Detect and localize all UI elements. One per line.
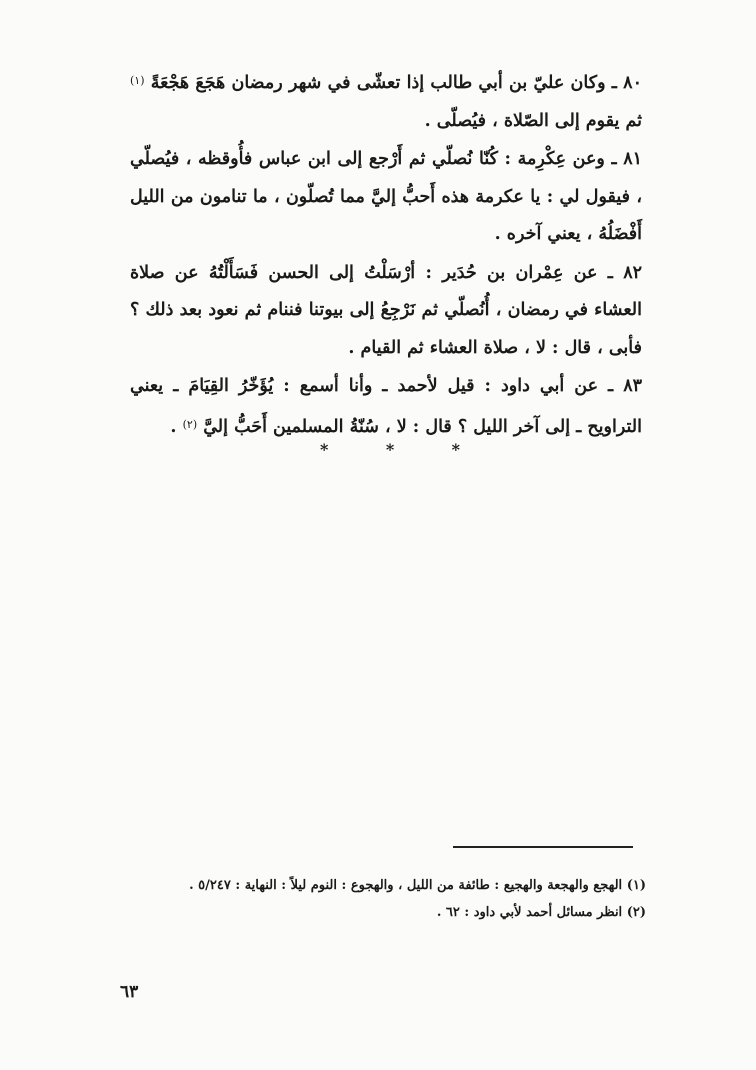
paragraph-text: ـ وعن عِكْرِمة : كُنّا نُصلّي ثم أَرْجع إلى ابن عباس فأُوقظه ، فيُصلّي ، فيقول لي : يا عكرمة هذه أَحبُّ إليَّ مما تُصلّون ، ما تنامون من الليل أَفْضَلُهُ ، يعني آخره .	[130, 149, 642, 244]
separator-star: *	[320, 440, 329, 459]
paragraph-number: ٨١	[623, 149, 642, 169]
paragraph-80	[130, 62, 642, 140]
paragraph-text: ـ عن أبي داود : قيل لأحمد ـ وأنا أسمع : يُؤَخّرُ القِيَامَ ـ يعني التراويح ـ إلى آخر الليل ؟ قال : لا ، سُنّةُ المسلمين أَحَبُّ إليَّ	[130, 376, 642, 437]
page-number: ٦٣	[120, 982, 139, 1002]
paragraph-tail: .	[170, 416, 177, 437]
paragraph-81	[130, 141, 642, 254]
footnote-1: (١) الهجع والهجعة والهجيع : طائفة من الليل ، والهجوع : النوم ليلاً : النهاية : ٥/٢٤٧ .	[189, 878, 646, 893]
paragraph-text: ـ عن عِمْران بن حُدَير : أرْسَلْتُ إلى الحسن فَسَأَلْتُهُ عن صلاة العشاء في رمضان ، أُنُصلّي ثم نَرْجِعُ إلى بيوتنا فننام ثم نعود بعد ذلك ؟ فأبى ، قال : لا ، صلاة العشاء ثم القيام .	[130, 262, 642, 358]
section-separator	[320, 440, 460, 459]
paragraph-tail: ثم يقوم إلى الصّلاة ، فيُصلّى .	[424, 110, 642, 131]
footnote-ref: (٢)	[182, 417, 198, 431]
paragraph-number: ٨٣	[623, 376, 643, 396]
separator-star: *	[385, 440, 395, 459]
footnotes	[150, 872, 646, 926]
separator-star: *	[451, 440, 460, 459]
footnote-rule	[453, 846, 633, 848]
paragraph-number: ٨٢	[623, 262, 643, 283]
paragraph-83	[130, 368, 642, 446]
footnote-ref: (١)	[130, 74, 145, 87]
paragraph-82	[130, 255, 642, 368]
paragraph-text: ـ وكان عليّ بن أبي طالب إذا تعشّى في شهر رمضان هَجَعَ هَجْعَةً	[150, 73, 617, 93]
main-text	[130, 62, 642, 447]
footnote-2: (٢) انظر مسائل أحمد لأبي داود : ٦٢ .	[436, 905, 646, 920]
paragraph-number: ٨٠	[623, 73, 642, 93]
